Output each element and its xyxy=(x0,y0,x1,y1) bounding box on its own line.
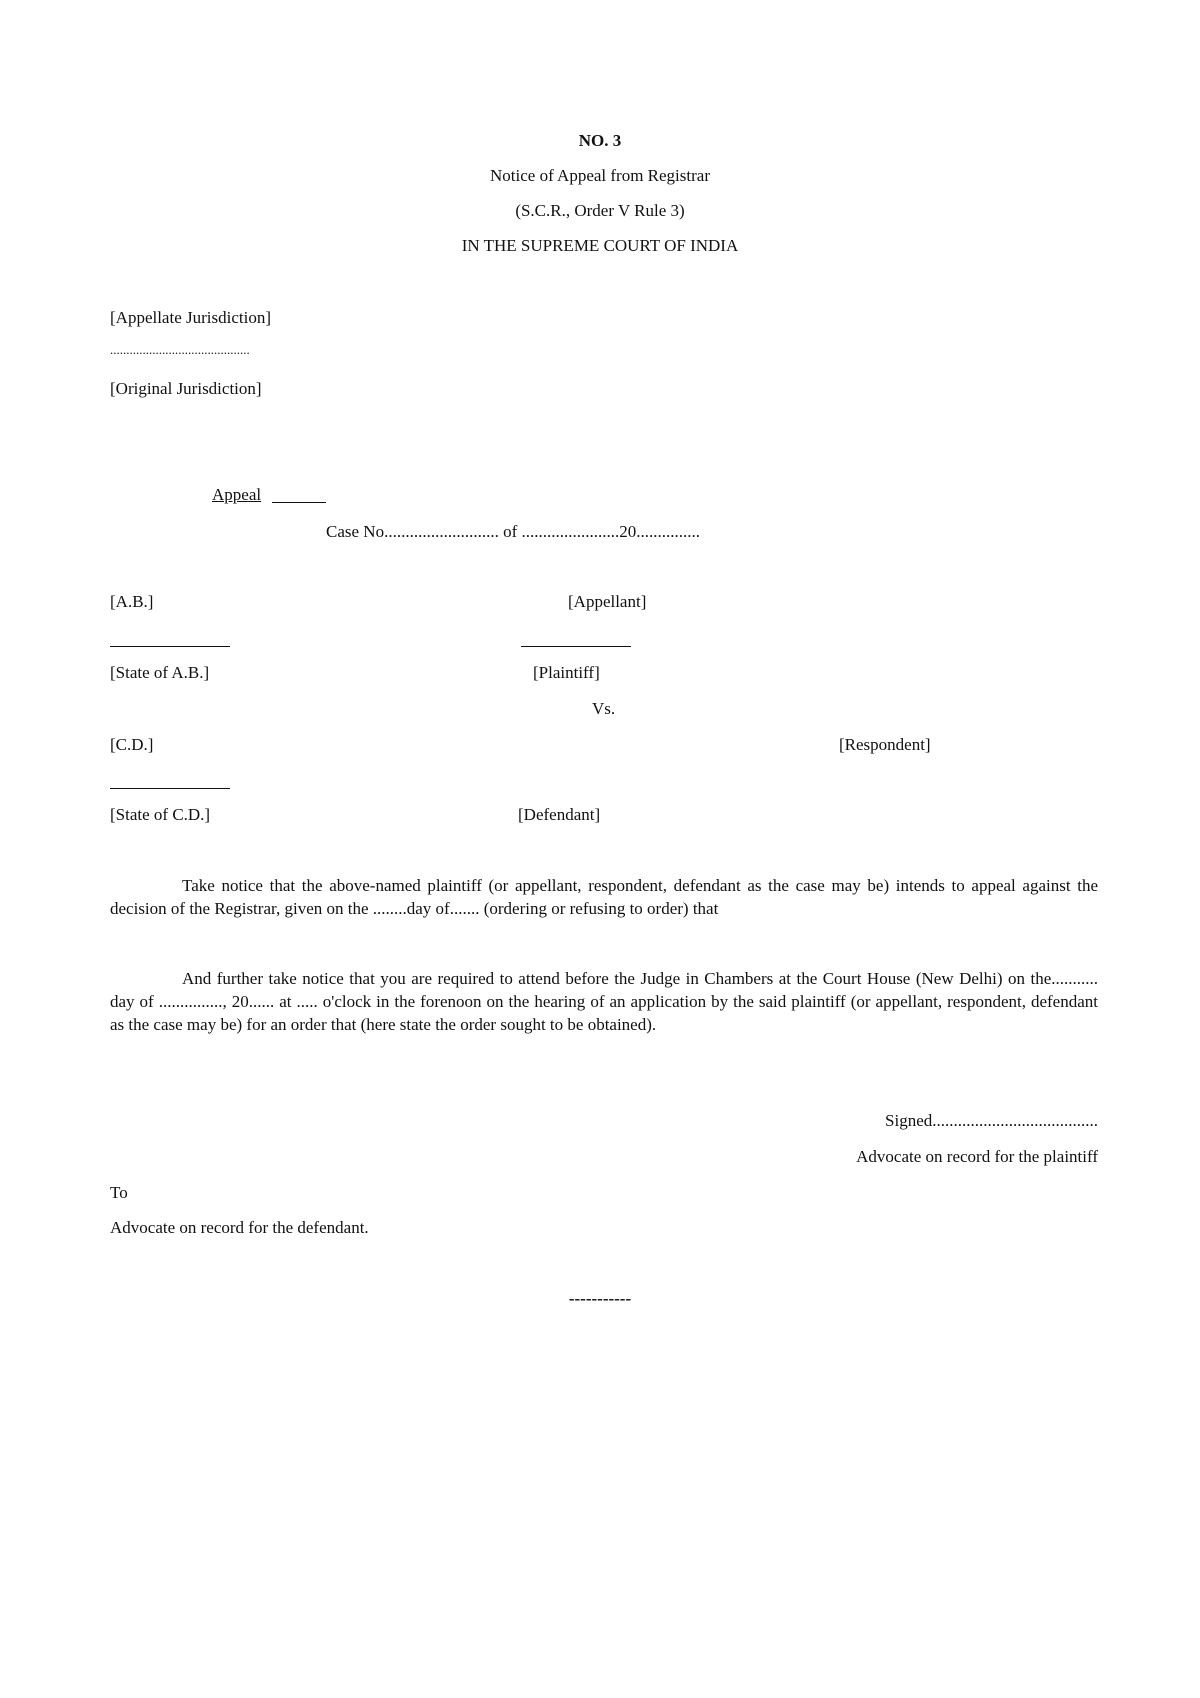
party-state-cd: [State of C.D.] xyxy=(110,805,211,824)
signed-line: Signed....................................... xyxy=(885,1111,1098,1130)
jurisdiction-separator: ........................................... xyxy=(110,342,250,357)
to-label: To xyxy=(110,1183,128,1202)
appeal-underline xyxy=(272,502,326,503)
original-jurisdiction: [Original Jurisdiction] xyxy=(110,379,262,398)
party-plaintiff-label: [Plaintiff] xyxy=(533,663,600,682)
notice-paragraph-2-text: And further take notice that you are required to attend before the Judge in Chambers at the Court House (New Delhi) on the........... day of ..............., 20...... at ..... o'clock in the forenoon on the hearing of an application by the said plaintiff (or appellant, respondent, defendant as the case may be) for an order that (here state the order sought to be obtained). xyxy=(110,969,1098,1034)
document-title: Notice of Appeal from Registrar xyxy=(490,166,710,185)
party-cd: [C.D.] xyxy=(110,735,154,754)
appellate-jurisdiction: [Appellate Jurisdiction] xyxy=(110,308,271,327)
case-number-line: Case No........................... of .......................20............... xyxy=(326,522,700,541)
party-defendant-label: [Defendant] xyxy=(518,805,601,824)
divider-line xyxy=(521,646,631,647)
appeal-label xyxy=(212,486,261,503)
divider-line xyxy=(110,788,230,789)
party-respondent-label: [Respondent] xyxy=(839,735,931,754)
advocate-defendant: Advocate on record for the defendant. xyxy=(110,1218,369,1237)
party-appellant-label: [Appellant] xyxy=(568,592,647,611)
notice-paragraph-1 xyxy=(110,874,1098,920)
end-mark: ----------- xyxy=(568,1289,632,1308)
notice-paragraph-1-text: Take notice that the above-named plaintiff (or appellant, respondent, defendant as the case may be) intends to appeal against the decision of the Registrar, given on the ........day of....... (ordering or refusing to order) that xyxy=(110,876,1098,918)
rule-reference: (S.C.R., Order V Rule 3) xyxy=(515,201,685,220)
court-name: IN THE SUPREME COURT OF INDIA xyxy=(461,236,739,255)
divider-line xyxy=(110,646,230,647)
party-ab: [A.B.] xyxy=(110,592,154,611)
form-number: NO. 3 xyxy=(578,131,622,150)
advocate-plaintiff: Advocate on record for the plaintiff xyxy=(856,1147,1098,1166)
appeal-label-text: Appeal xyxy=(212,485,262,504)
party-state-ab: [State of A.B.] xyxy=(110,663,210,682)
notice-paragraph-2 xyxy=(110,967,1098,1036)
versus-label: Vs. xyxy=(592,699,616,718)
